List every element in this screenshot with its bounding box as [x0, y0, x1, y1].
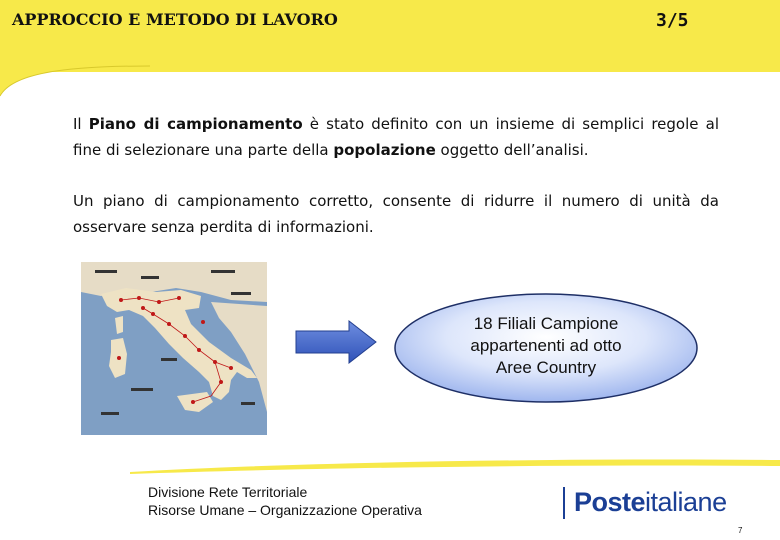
slide-title: APPROCCIO E METODO DI LAVORO — [12, 10, 338, 29]
footer-band — [0, 450, 780, 490]
footer-department: Risorse Umane – Organizzazione Operativa — [148, 502, 422, 518]
paragraph-1: Il Piano di campionamento è stato definito con un insieme di semplici regole al fine di selezionare una parte della popolazione oggetto dell’analisi. — [73, 115, 720, 159]
logo-divider — [563, 487, 565, 519]
header-curve — [0, 56, 780, 104]
footer-division: Divisione Rete Territoriale — [148, 484, 308, 500]
posteitaliane-logo: Posteitaliane — [574, 487, 727, 517]
highlight-population: popolazione — [333, 141, 436, 159]
paragraph-2: Un piano di campionamento corretto, consente di ridurre il numero di unità da osservare senza perdita di informazioni. — [73, 192, 719, 236]
page-indicator: 3/5 — [656, 10, 689, 31]
slide-number: 7 — [738, 526, 743, 535]
right-arrow-icon — [295, 320, 377, 364]
italy-map-image — [81, 262, 267, 435]
highlight-sampling-plan: Piano di campionamento — [88, 115, 303, 133]
callout-text: 18 Filiali Campione appartenenti ad otto Aree Country — [470, 314, 622, 377]
